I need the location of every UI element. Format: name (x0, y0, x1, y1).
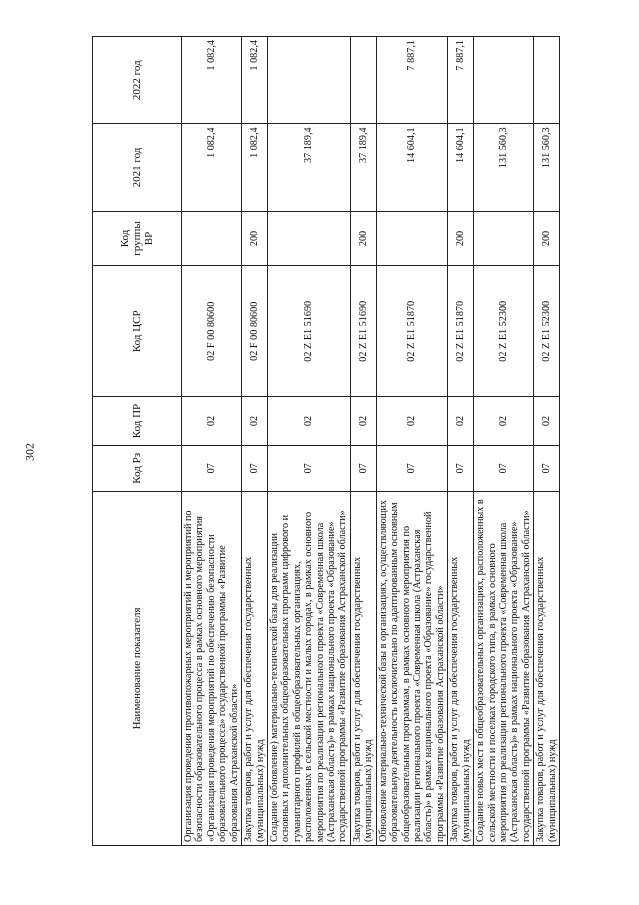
row-csr: 02 Z E1 51870 (376, 266, 448, 397)
header-name: Наименование показателя (93, 491, 182, 845)
row-vr (376, 211, 448, 266)
rotated-page (92, 36, 592, 846)
row-2021: 131 560,3 (534, 124, 560, 211)
row-vr (474, 211, 534, 266)
row-2021: 37 189,4 (267, 124, 350, 211)
row-name: Закупка товаров, работ и услуг для обеспечения государственных (муниципальных) нужд (534, 491, 560, 845)
rotated-content (92, 36, 592, 846)
table-row (448, 37, 474, 846)
row-2022: 7 887,1 (376, 37, 448, 124)
row-2022: 1 082,4 (182, 37, 242, 124)
row-csr: 02 Z E1 52300 (474, 266, 534, 397)
row-csr: 02 Z E1 51690 (267, 266, 350, 397)
header-2022: 2022 год (93, 37, 182, 124)
row-rz: 07 (350, 445, 376, 491)
row-csr: 02 F 00 80600 (182, 266, 242, 397)
row-vr: 200 (350, 211, 376, 266)
row-csr: 02 Z E1 51690 (350, 266, 376, 397)
row-name: Создание (обновление) материально-технической базы для реализации основных и дополнительных общеобразовательных программ цифрового и гуманитарного профилей в общеобразовательных организациях, расположенных в сельской местности и малых городах, в рамках основного мероприятия по реализации регионального проекта «Современная школа (Астраханская область)» в рамках национального проекта «Образование» государственной программы «Развитие образования Астраханской области» (267, 491, 350, 845)
row-2022 (267, 37, 350, 124)
row-2022 (350, 37, 376, 124)
row-2021: 14 604,1 (448, 124, 474, 211)
row-pr: 02 (376, 397, 448, 446)
row-csr: 02 Z E1 52300 (534, 266, 560, 397)
row-2022 (534, 37, 560, 124)
row-csr: 02 F 00 80600 (242, 266, 268, 397)
row-2021: 37 189,4 (350, 124, 376, 211)
row-rz: 07 (448, 445, 474, 491)
table-row (534, 37, 560, 846)
row-csr: 02 Z E1 51870 (448, 266, 474, 397)
row-name: Закупка товаров, работ и услуг для обеспечения государственных (муниципальных) нужд (242, 491, 268, 845)
row-vr (267, 211, 350, 266)
table-row (350, 37, 376, 846)
row-vr (182, 211, 242, 266)
row-2021: 131 560,3 (474, 124, 534, 211)
table-row (242, 37, 268, 846)
row-rz: 07 (474, 445, 534, 491)
row-vr: 200 (242, 211, 268, 266)
budget-table (92, 36, 560, 846)
header-csr: Код ЦСР (93, 266, 182, 397)
row-pr: 02 (267, 397, 350, 446)
table-row (182, 37, 242, 846)
row-2022: 7 887,1 (448, 37, 474, 124)
row-pr: 02 (350, 397, 376, 446)
row-2021: 1 082,4 (182, 124, 242, 211)
row-pr: 02 (474, 397, 534, 446)
row-2021: 1 082,4 (242, 124, 268, 211)
row-vr: 200 (534, 211, 560, 266)
row-2022 (474, 37, 534, 124)
row-rz: 07 (534, 445, 560, 491)
row-name: Создание новых мест в общеобразовательных организациях, расположенных в сельской местности и поселках городского типа, в рамках основного мероприятия по реализации регионального проекта «Современная школа (Астраханская область)» в рамках национального проекта «Образование» государственной программы «Развитие образования Астраханской области» (474, 491, 534, 845)
row-2022: 1 082,4 (242, 37, 268, 124)
row-name: Организация проведения противопожарных мероприятий и мероприятий по безопасности образовательного процесса в рамках основного мероприятия «Организация проведения мероприятий по обеспечению безопасности образовательного процесса» государственной программы «Развитие образования Астраханской области» (182, 491, 242, 845)
header-row (93, 37, 182, 846)
row-pr: 02 (448, 397, 474, 446)
header-2021: 2021 год (93, 124, 182, 211)
row-rz: 07 (376, 445, 448, 491)
header-rz: Код Рз (93, 445, 182, 491)
row-rz: 07 (182, 445, 242, 491)
row-pr: 02 (182, 397, 242, 446)
table-row (376, 37, 448, 846)
header-vr: Код группы ВР (93, 211, 182, 266)
header-pr: Код ПР (93, 397, 182, 446)
row-vr: 200 (448, 211, 474, 266)
table-row (267, 37, 350, 846)
row-rz: 07 (242, 445, 268, 491)
row-rz: 07 (267, 445, 350, 491)
table-row (474, 37, 534, 846)
row-2021: 14 604,1 (376, 124, 448, 211)
row-pr: 02 (242, 397, 268, 446)
row-name: Закупка товаров, работ и услуг для обеспечения государственных (муниципальных) нужд (448, 491, 474, 845)
page-number: 302 (22, 443, 37, 461)
row-name: Обновление материально-технической базы в организациях, осуществляющих образовательную деятельность исключительно по адаптированным основным общеобразовательным программам, в рамках основного мероприятия по реализации регионального проекта «Современная школа (Астраханская область)» в рамках национального проекта «Образование» государственной программы «Развитие образования Астраханской области» (376, 491, 448, 845)
row-pr: 02 (534, 397, 560, 446)
row-name: Закупка товаров, работ и услуг для обеспечения государственных (муниципальных) нужд (350, 491, 376, 845)
